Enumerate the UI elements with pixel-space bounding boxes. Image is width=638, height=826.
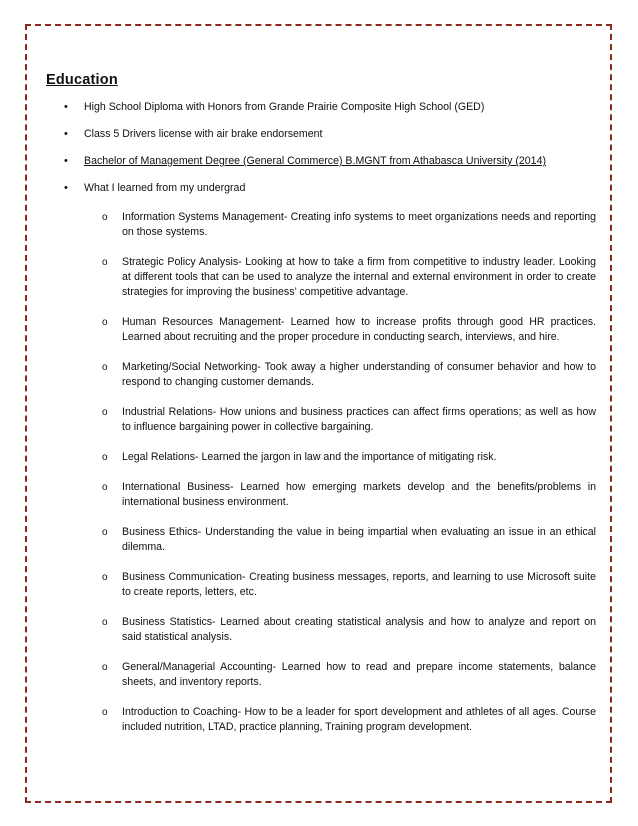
list-item (46, 154, 596, 169)
course-list (84, 210, 596, 735)
course-item: o Business Communication- Creating business messages, reports, and learning to use Microsoft suite to create reports, letters, etc. (102, 571, 596, 598)
bullet-icon: • (64, 182, 68, 194)
circle-bullet-icon: o (102, 482, 108, 493)
course-item: o Business Ethics- Understanding the value in being impartial when evaluating an issue in an ethical dilemma. (102, 526, 596, 553)
bullet-icon: • (64, 101, 68, 113)
course-item: o Industrial Relations- How unions and business practices can affect firms operations; as well as how to influence bargaining power in collective bargaining. (102, 406, 596, 433)
course-item: o Strategic Policy Analysis- Looking at how to take a firm from competitive to industry leader. Looking at different tools that can be used to analyze the internal and external environment in order to create strategies for improving the business’ competitive advantage. (102, 256, 596, 298)
circle-bullet-icon: o (102, 572, 108, 583)
list-item (46, 181, 596, 735)
education-list (46, 100, 596, 735)
circle-bullet-icon: o (102, 707, 108, 718)
circle-bullet-icon: o (102, 362, 108, 373)
education-item-diploma: High School Diploma with Honors from Grande Prairie Composite High School (GED) (84, 101, 485, 113)
section-heading: Education (46, 72, 118, 88)
circle-bullet-icon: o (102, 527, 108, 538)
education-item-license: Class 5 Drivers license with air brake endorsement (84, 128, 323, 140)
circle-bullet-icon: o (102, 452, 108, 463)
education-item-learned: What I learned from my undergrad (84, 182, 246, 194)
circle-bullet-icon: o (102, 317, 108, 328)
circle-bullet-icon: o (102, 212, 108, 223)
education-section (46, 72, 596, 750)
course-item: o International Business- Learned how emerging markets develop and the benefits/problems in international business environment. (102, 481, 596, 508)
course-item: o Marketing/Social Networking- Took away a higher understanding of consumer behavior and how to respond to changing customer demands. (102, 361, 596, 388)
circle-bullet-icon: o (102, 662, 108, 673)
course-item: o Introduction to Coaching- How to be a leader for sport development and athletes of all ages. Course included nutrition, LTAD, practice planning, Training program development. (102, 706, 596, 733)
circle-bullet-icon: o (102, 257, 108, 268)
course-item: o Legal Relations- Learned the jargon in law and the importance of mitigating risk. (102, 451, 497, 463)
bullet-icon: • (64, 155, 68, 167)
education-item-degree: Bachelor of Management Degree (General Commerce) B.MGNT from Athabasca University (2014) (84, 155, 546, 167)
course-item: o General/Managerial Accounting- Learned how to read and prepare income statements, balance sheets, and inventory reports. (102, 661, 596, 688)
course-item: o Business Statistics- Learned about creating statistical analysis and how to analyze and report on said statistical analysis. (102, 616, 596, 643)
list-item (46, 100, 596, 115)
list-item (46, 127, 596, 142)
circle-bullet-icon: o (102, 617, 108, 628)
circle-bullet-icon: o (102, 407, 108, 418)
course-item: o Human Resources Management- Learned how to increase profits through good HR practices. Learned about recruiting and the proper procedure in conducting search, interviews, and hire. (102, 316, 596, 343)
bullet-icon: • (64, 128, 68, 140)
course-item: o Information Systems Management- Creating info systems to meet organizations needs and reporting on those systems. (102, 211, 596, 238)
